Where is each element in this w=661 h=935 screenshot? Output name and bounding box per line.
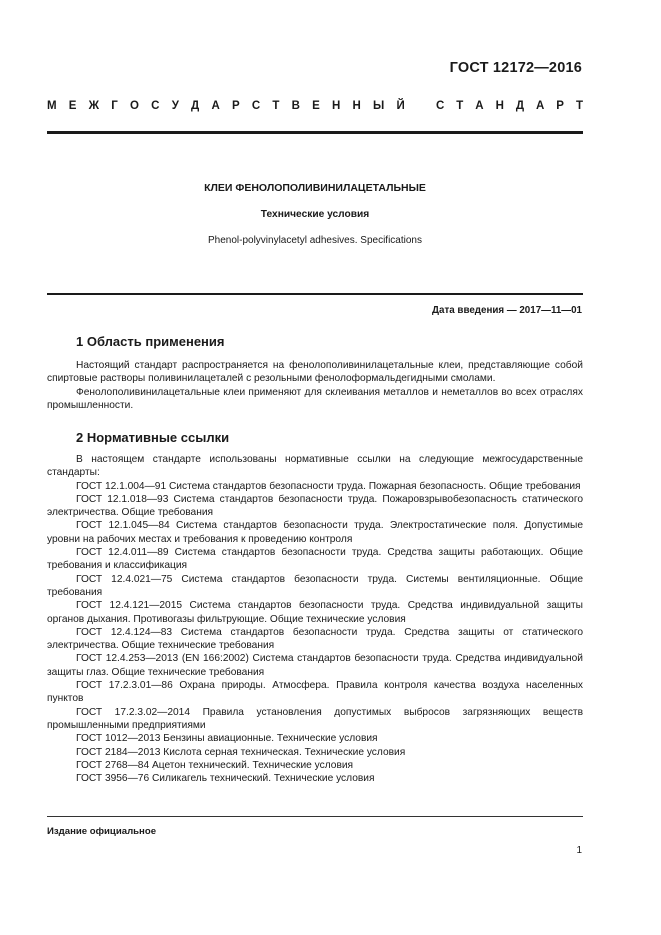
- reference-item: ГОСТ 17.2.3.01—86 Охрана природы. Атмосфера. Правила контроля качества воздуха населенных пунктов: [47, 680, 583, 705]
- reference-item: ГОСТ 12.1.045—84 Система стандартов безопасности труда. Электростатические поля. Допустимые уровни на рабочих местах и требования к проведению контроля: [47, 520, 583, 545]
- reference-item: ГОСТ 12.4.121—2015 Система стандартов безопасности труда. Средства индивидуальной защиты органов дыхания. Противогазы фильтрующие. Общие технические условия: [47, 600, 583, 625]
- reference-item: ГОСТ 1012—2013 Бензины авиационные. Технические условия: [76, 733, 378, 745]
- banner-letter: С: [251, 100, 261, 112]
- reference-item: ГОСТ 17.2.3.02—2014 Правила установления допустимых выбросов загрязняющих веществ промышленными предприятиями: [47, 706, 583, 731]
- footer-rule: [47, 816, 583, 817]
- section-2-body: [47, 453, 583, 785]
- banner-letter: Р: [231, 100, 240, 112]
- reference-item: ГОСТ 3956—76 Силикагель технический. Технические условия: [76, 773, 375, 785]
- banner-letter: А: [536, 100, 545, 112]
- english-title: Phenol-polyvinylacetyl adhesives. Specifications: [207, 235, 422, 246]
- introduction-date: Дата введения — 2017—11—01: [432, 305, 582, 316]
- banner-letter: Р: [556, 100, 564, 112]
- top-rule: [47, 131, 583, 134]
- banner-letter: Д: [191, 100, 200, 112]
- reference-item: ГОСТ 12.4.021—75 Система стандартов безопасности труда. Системы вентиляционные. Общие требования: [47, 573, 583, 598]
- banner-letter: В: [291, 100, 300, 112]
- banner-letter: Н: [495, 100, 504, 112]
- banner-word-standard: [436, 100, 583, 112]
- banner-letter: О: [130, 100, 139, 112]
- banner-letter: Т: [575, 100, 583, 112]
- gost-number: ГОСТ 12172—2016: [449, 60, 582, 76]
- reference-item: ГОСТ 2184—2013 Кислота серная техническая. Технические условия: [76, 746, 406, 758]
- banner-letter: А: [211, 100, 220, 112]
- banner-letter: Т: [272, 100, 280, 112]
- banner-letter: Д: [515, 100, 525, 112]
- banner-letter: Т: [456, 100, 464, 112]
- document-subtitle: Технические условия: [260, 209, 370, 220]
- standard-banner: [47, 100, 583, 112]
- section-1-paragraph: Фенолополивинилацетальные клеи применяют для склеивания металлов и неметаллов во всех отраслях промышленности.: [47, 386, 583, 411]
- page-number: 1: [576, 845, 582, 856]
- banner-letter: М: [47, 100, 57, 112]
- banner-letter: С: [436, 100, 445, 112]
- title-rule: [47, 293, 583, 295]
- banner-letter: С: [151, 100, 160, 112]
- banner-letter: Е: [312, 100, 320, 112]
- banner-letter: Н: [352, 100, 361, 112]
- reference-item: ГОСТ 12.1.018—93 Система стандартов безопасности труда. Пожаровзрывобезопасность статического электричества. Общие требования: [47, 493, 583, 519]
- banner-word-interstate: [47, 100, 405, 112]
- section-1-heading: 1 Область применения: [76, 334, 225, 349]
- banner-letter: А: [475, 100, 484, 112]
- reference-item: ГОСТ 12.1.004—91 Система стандартов безопасности труда. Пожарная безопасность. Общие требования: [76, 480, 581, 492]
- banner-letter: Ы: [373, 100, 385, 112]
- section-1-body: [47, 359, 583, 412]
- reference-item: ГОСТ 12.4.011—89 Система стандартов безопасности труда. Средства защиты работающих. Общие требования и классификация: [47, 547, 583, 572]
- reference-item: ГОСТ 12.4.124—83 Система стандартов безопасности труда. Средства защиты от статического электричества. Общие технические требования: [47, 626, 583, 652]
- section-2-intro: В настоящем стандарте использованы нормативные ссылки на следующие межгосударственные стандарты:: [47, 454, 583, 479]
- banner-letter: Е: [68, 100, 77, 112]
- banner-letter: Н: [331, 100, 341, 112]
- reference-item: ГОСТ 2768—84 Ацетон технический. Технические условия: [76, 759, 354, 771]
- banner-letter: У: [171, 100, 179, 112]
- banner-letter: Ж: [88, 100, 100, 112]
- section-1-paragraph: Настоящий стандарт распространяется на фенолополивинилацетальные клеи, представляющие собой спиртовые растворы поливинилацеталей с резольными фенолоформальдегидными смолами.: [47, 360, 583, 385]
- section-2-heading: 2 Нормативные ссылки: [76, 430, 230, 445]
- official-edition-label: Издание официальное: [47, 826, 157, 837]
- document-title: КЛЕИ ФЕНОЛОПОЛИВИНИЛАЦЕТАЛЬНЫЕ: [204, 182, 426, 194]
- banner-letter: Й: [396, 100, 405, 112]
- reference-item: ГОСТ 12.4.253—2013 (EN 166:2002) Система стандартов безопасности труда. Средства индивидуальной защиты глаз. Общие технические требования: [47, 653, 583, 678]
- banner-letter: Г: [111, 100, 118, 112]
